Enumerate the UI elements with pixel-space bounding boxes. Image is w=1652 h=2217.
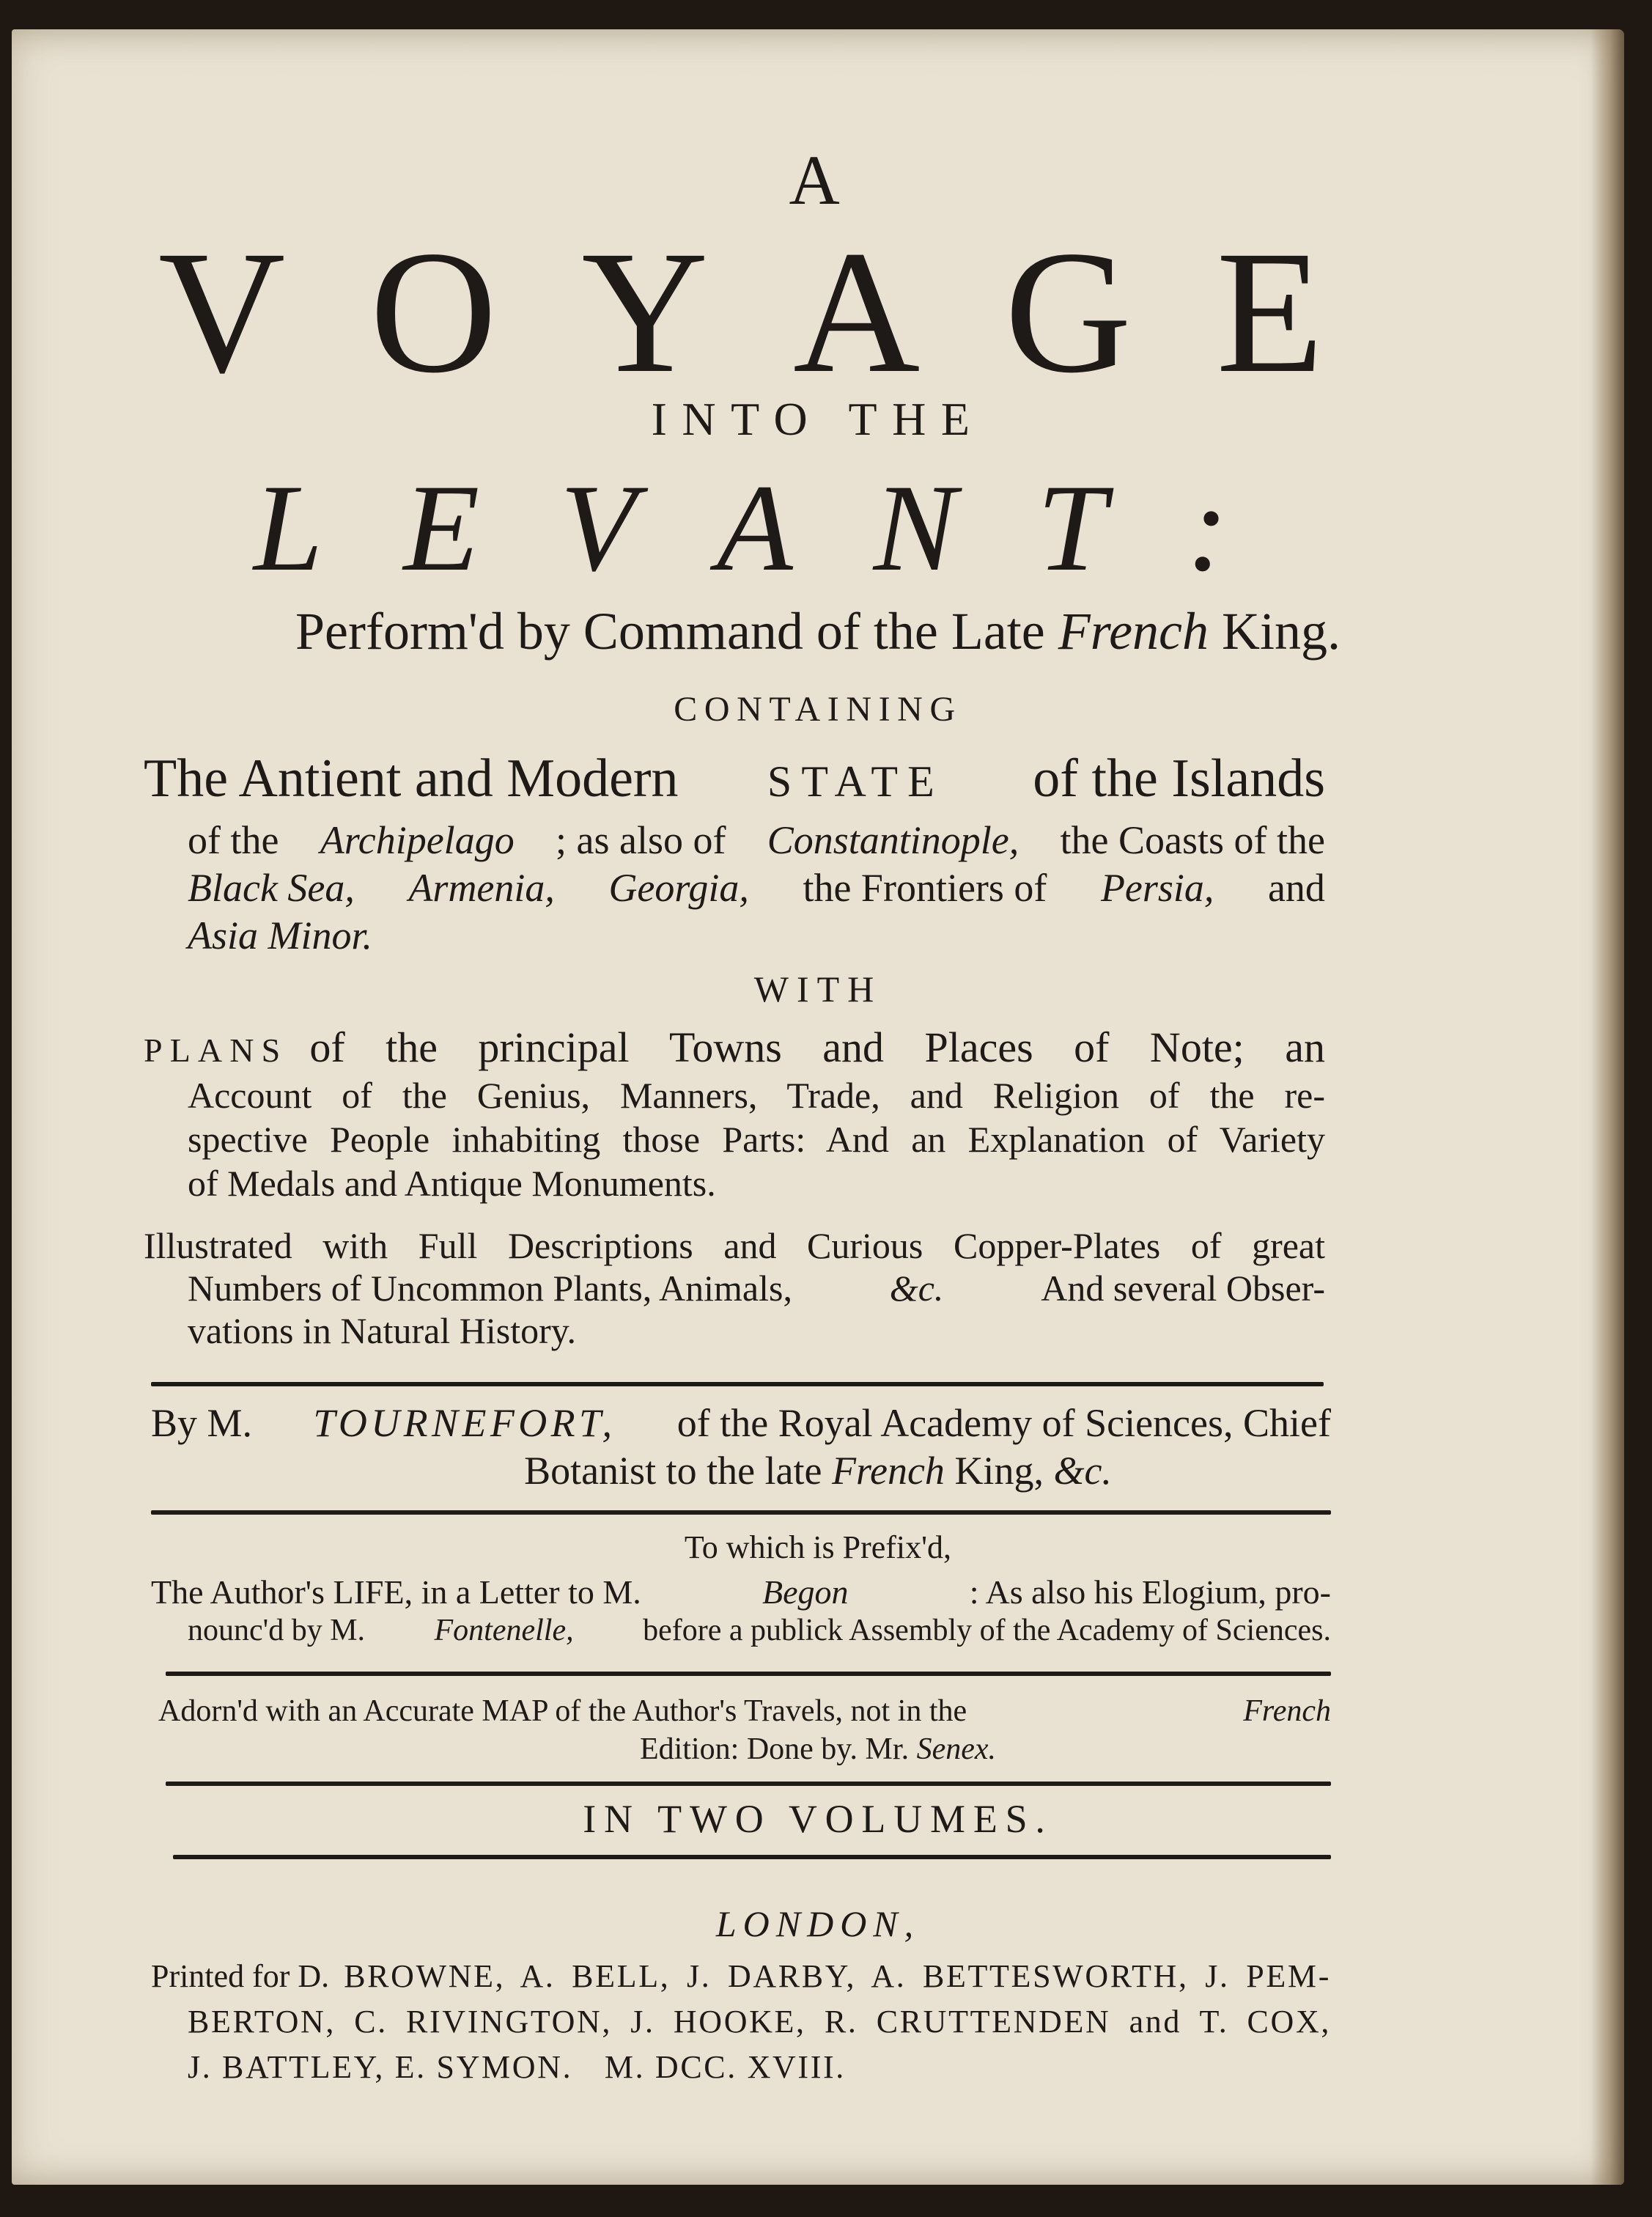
subtitle <box>12 601 1624 662</box>
prefix-fontenelle: Fontenelle, <box>434 1614 574 1647</box>
prefix-line-1: To which is Prefix'd, <box>684 1529 952 1565</box>
containing-l2-a: of the <box>188 818 279 862</box>
containing-line-2 <box>188 817 1325 863</box>
title-page <box>12 29 1624 2185</box>
title-article: A <box>789 141 847 219</box>
illustrated-line-1: Illustrated with Full Descriptions and Curious Copper-Plates of great <box>144 1225 1325 1266</box>
map-french: French <box>1243 1694 1331 1728</box>
with-line-3: spective People inhabiting those Parts: And an Explanation of Variety <box>188 1119 1325 1160</box>
containing-l1-b: of the Islands <box>1033 749 1325 809</box>
prefix-begon: Begon <box>762 1573 849 1611</box>
imprint-line-2: BERTON, C. RIVINGTON, J. HOOKE, R. CRUTTENDEN and T. COX, <box>188 2004 1331 2040</box>
title-letter: O <box>369 214 497 409</box>
author-by: By M. <box>151 1401 253 1445</box>
imprint-l3-a: J. BATTLEY, E. SYMON. <box>188 2049 573 2085</box>
containing-persia: Persia, <box>1100 866 1214 910</box>
author-l2-b: King, <box>954 1449 1044 1493</box>
with-heading: WITH <box>753 968 882 1010</box>
map-senex: Senex. <box>916 1732 997 1766</box>
page-spine-shadow <box>1590 29 1624 2185</box>
containing-line-1 <box>144 748 1325 810</box>
containing-constantinople: Constantinople, <box>767 818 1019 862</box>
imprint-city: LONDON, <box>715 1903 921 1944</box>
subtitle-post: King. <box>1221 602 1341 661</box>
volumes: IN TWO VOLUMES. <box>583 1797 1053 1841</box>
prefix-l3-b: before a publick Assembly of the Academy of Sciences. <box>643 1614 1331 1647</box>
containing-l1-a: The Antient and Modern <box>144 749 679 809</box>
map-l1-a: Adorn'd with an Accurate MAP of the Author's Travels, not in the <box>158 1694 967 1728</box>
title-letter: T <box>1036 459 1107 597</box>
containing-heading: CONTAINING <box>674 690 962 729</box>
title-letter: A <box>793 214 921 409</box>
title-letter: G <box>1004 214 1132 409</box>
with-line-2: Account of the Genius, Manners, Trade, and Religion of the re- <box>188 1075 1325 1116</box>
containing-armenia: Armenia, <box>408 866 555 910</box>
containing-black-sea: Black Sea, <box>188 866 355 910</box>
map-line-2 <box>12 1732 1624 1767</box>
title-letter: V <box>158 214 286 409</box>
map-l2-a: Edition: Done by. Mr. <box>639 1732 910 1766</box>
author-etc: &c. <box>1053 1449 1112 1493</box>
author-line-1-rest: of the Royal Academy of Sciences, Chief <box>676 1401 1331 1445</box>
title-letter: Y <box>581 214 709 409</box>
with-line-1-rest: of the principal Towns and Places of Note; an <box>309 1023 1325 1071</box>
author-line-2 <box>12 1448 1624 1493</box>
title-connector: INTO THE <box>651 393 985 445</box>
containing-l2-c: the Coasts of the <box>1060 818 1325 862</box>
containing-l2-b: ; as also of <box>555 818 726 862</box>
prefix-l3-a: nounc'd by M. <box>188 1614 366 1647</box>
title-place <box>254 459 1228 597</box>
subtitle-italic: French <box>1058 602 1209 661</box>
imprint-date: M. DCC. XVIII. <box>604 2049 846 2085</box>
prefix-l2-b: : As also his Elogium, pro- <box>969 1573 1331 1611</box>
title-main-word <box>158 214 1324 409</box>
prefix-line-3 <box>188 1613 1331 1648</box>
divider-rule-4 <box>166 1782 1331 1786</box>
title-letter: : <box>1187 459 1228 597</box>
containing-frontiers: the Frontiers of <box>803 866 1047 910</box>
imprint-l1-a: Printed for D. <box>151 1958 330 1994</box>
author-l2-a: Botanist to the late <box>524 1449 822 1493</box>
with-plans: PLANS <box>144 1032 288 1069</box>
containing-asia-minor: Asia Minor. <box>188 913 373 957</box>
author-line-1 <box>151 1400 1331 1446</box>
illustrated-l2-a: Numbers of Uncommon Plants, Animals, <box>188 1268 792 1309</box>
imprint-line-1 <box>151 1957 1331 1995</box>
title-letter: L <box>254 459 323 597</box>
imprint-l1-b: BROWNE, A. BELL, J. DARBY, A. BETTESWORTH, J. PEM- <box>344 1958 1331 1994</box>
title-letter: E <box>1216 214 1324 409</box>
prefix-line-2 <box>151 1573 1331 1611</box>
map-line-1 <box>158 1694 1331 1729</box>
illustrated-line-2 <box>188 1267 1325 1309</box>
divider-rule-1 <box>151 1382 1324 1386</box>
divider-rule-5 <box>173 1855 1331 1859</box>
prefix-l2-a: The Author's LIFE, in a Letter to M. <box>151 1573 641 1611</box>
with-line-4: of Medals and Antique Monuments. <box>188 1163 716 1204</box>
title-letter: V <box>560 459 637 597</box>
containing-archipelago: Archipelago <box>320 818 515 862</box>
divider-rule-2 <box>151 1510 1331 1515</box>
title-letter: A <box>716 459 793 597</box>
containing-line-3 <box>188 865 1325 911</box>
illustrated-l2-b: And several Obser- <box>1041 1268 1325 1309</box>
title-letter: N <box>873 459 957 597</box>
illustrated-etc: &c. <box>889 1268 944 1309</box>
containing-state: STATE <box>767 757 945 806</box>
author-name: TOURNEFORT, <box>313 1401 616 1445</box>
subtitle-pre: Perform'd by Command of the Late <box>295 602 1045 661</box>
containing-georgia: Georgia, <box>608 866 749 910</box>
divider-rule-3 <box>166 1672 1331 1676</box>
imprint-line-3 <box>188 2048 846 2086</box>
illustrated-line-3: vations in Natural History. <box>188 1310 577 1351</box>
author-french: French <box>832 1449 945 1493</box>
containing-and: and <box>1267 866 1325 910</box>
with-line-1 <box>144 1023 1325 1072</box>
title-letter: E <box>403 459 480 597</box>
